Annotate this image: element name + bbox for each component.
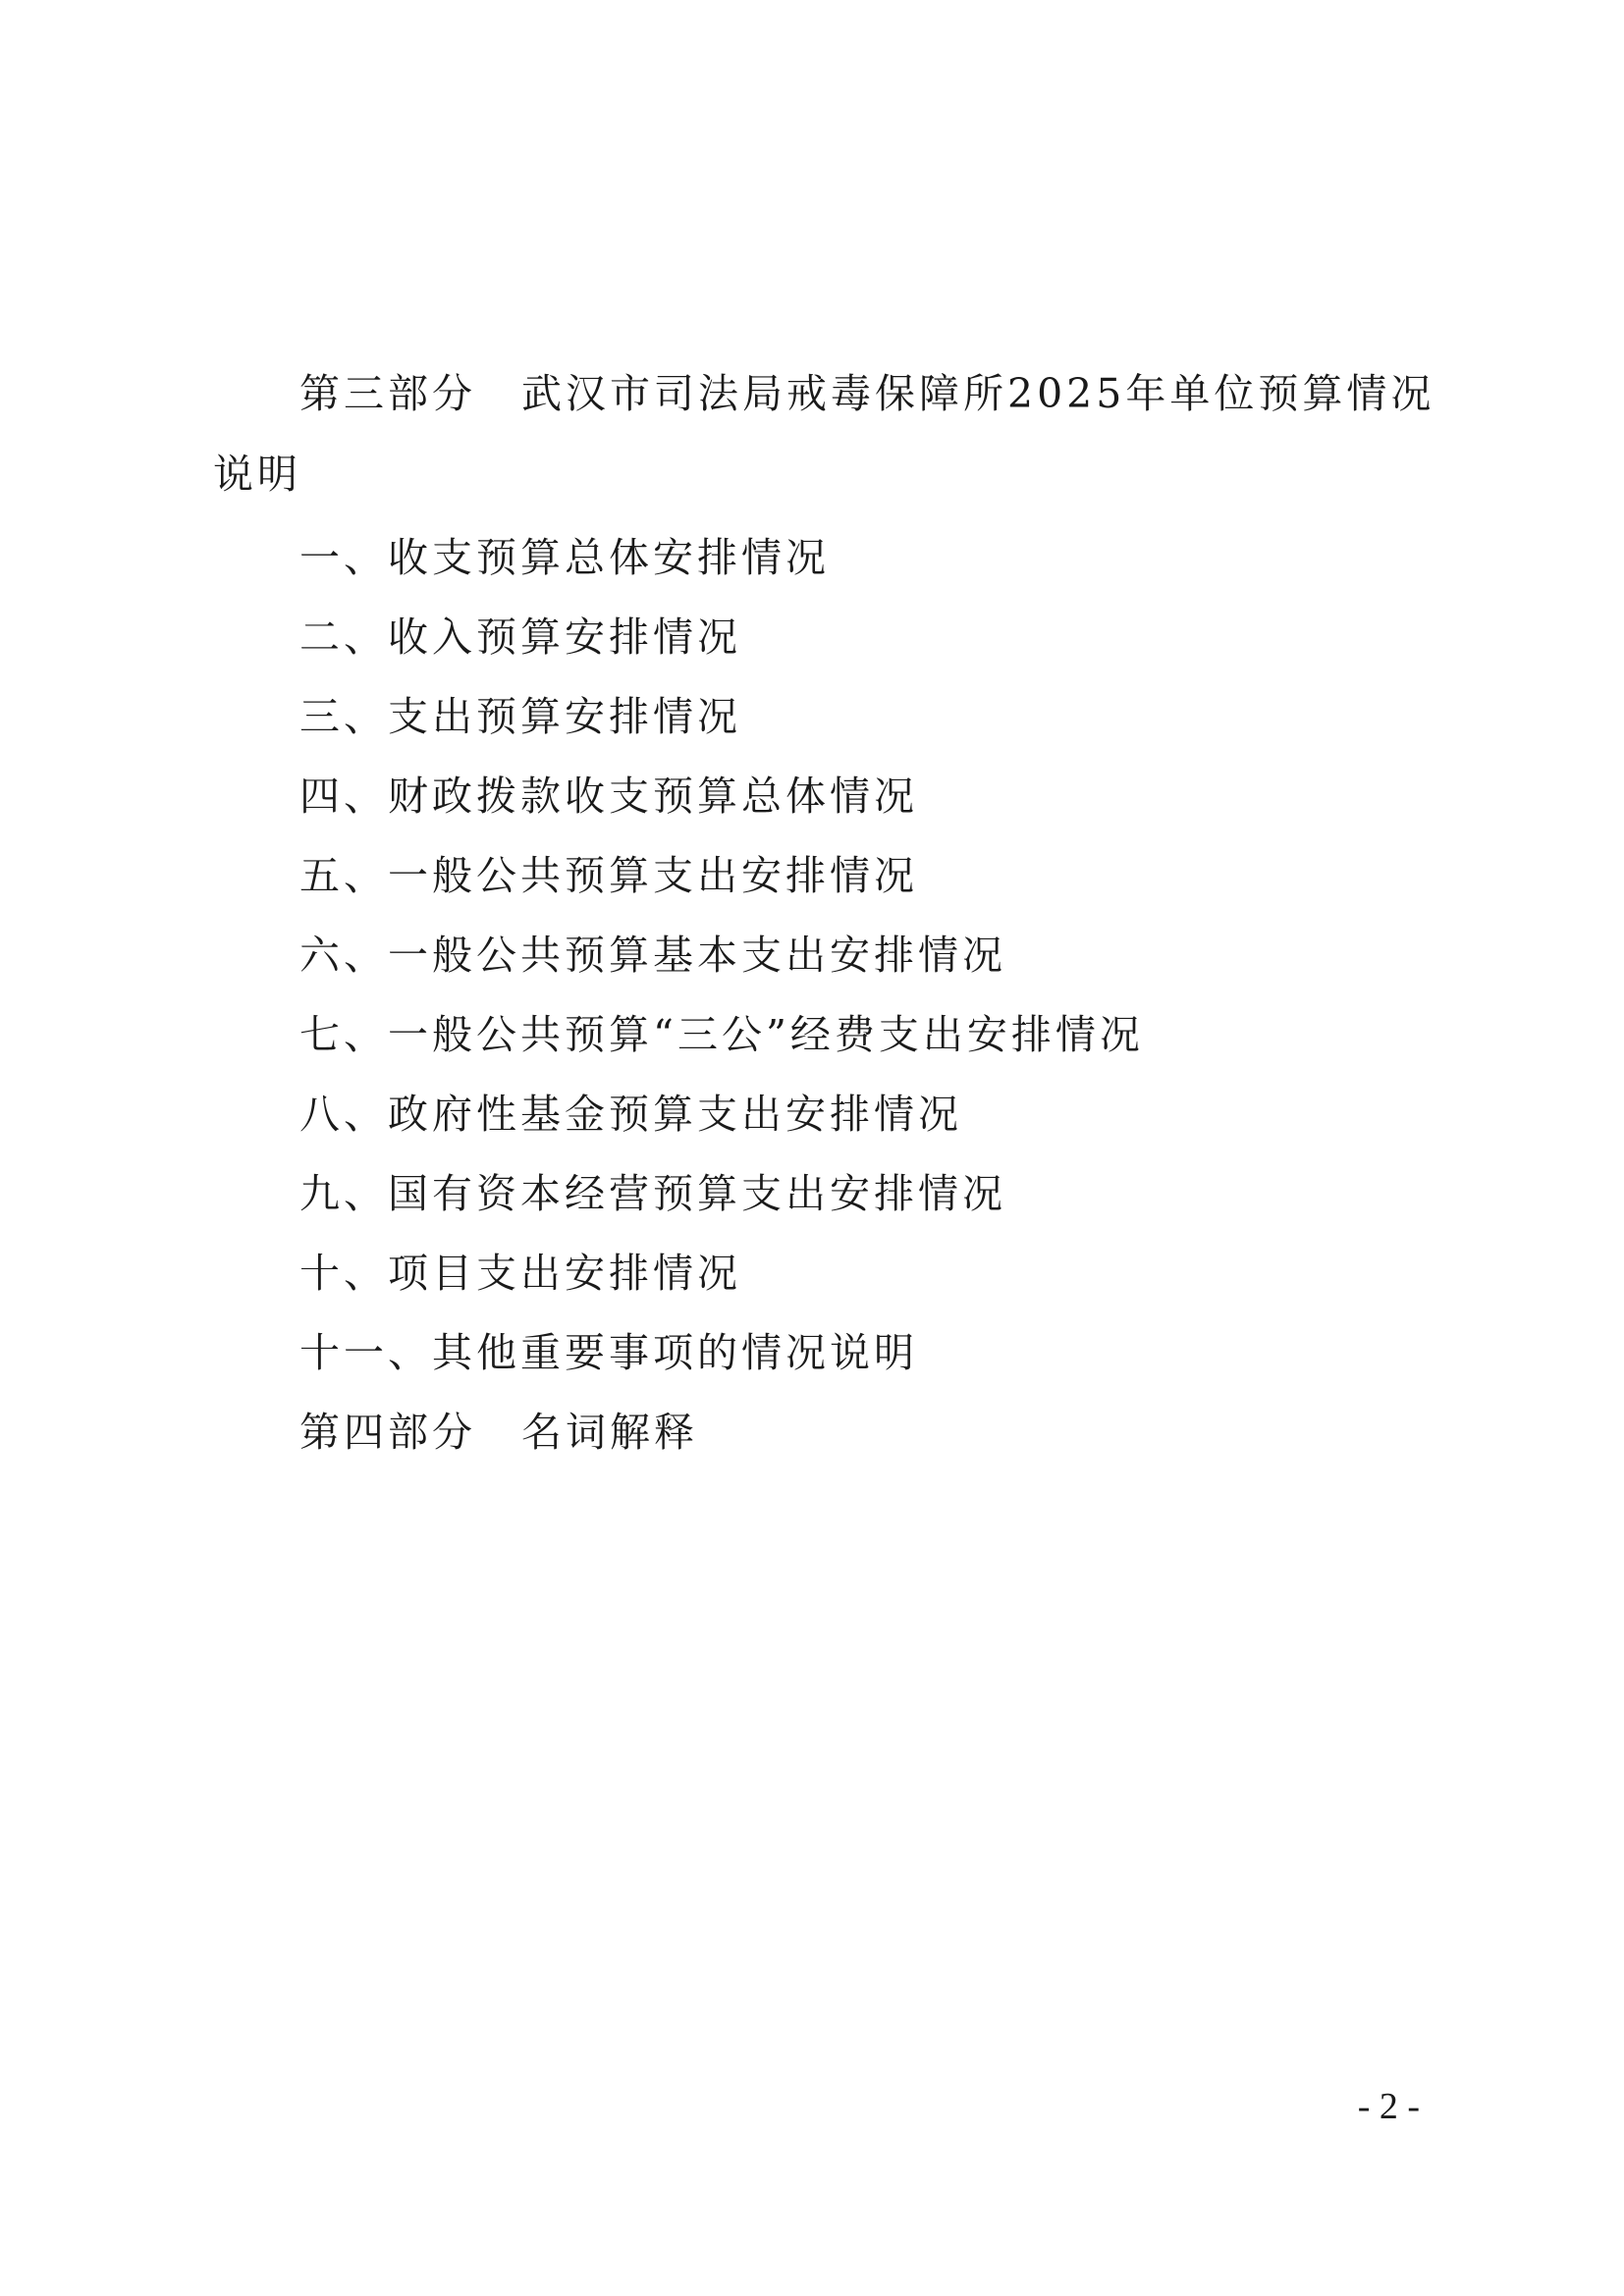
part3-heading: [299, 369, 1435, 418]
section-item: 七、一般公共预算“三公”经费支出安排情况: [299, 1011, 1144, 1058]
section-item: 二、收入预算安排情况: [299, 614, 741, 661]
part4-heading: [299, 1408, 698, 1457]
section-item: 十一、其他重要事项的情况说明: [299, 1329, 918, 1376]
section-item: 八、政府性基金预算支出安排情况: [299, 1091, 962, 1138]
section-item: 九、国有资本经营预算支出安排情况: [299, 1170, 1006, 1217]
section-item: 五、一般公共预算支出安排情况: [299, 852, 918, 899]
part4-title: 名词解释: [521, 1409, 698, 1456]
part4-label: 第四部分: [299, 1409, 476, 1456]
section-item: 六、一般公共预算基本支出安排情况: [299, 932, 1006, 979]
part3-heading-continuation: 说明: [213, 451, 301, 498]
section-item: 四、财政拨款收支预算总体情况: [299, 773, 918, 820]
section-item: 十、项目支出安排情况: [299, 1250, 741, 1297]
part3-label: 第三部分: [299, 370, 476, 417]
part3-title: 武汉市司法局戒毒保障所2025年单位预算情况: [521, 370, 1435, 417]
page-number: - 2 -: [1357, 2086, 1420, 2127]
section-item: 三、支出预算安排情况: [299, 693, 741, 740]
section-item: 一、收支预算总体安排情况: [299, 534, 830, 581]
